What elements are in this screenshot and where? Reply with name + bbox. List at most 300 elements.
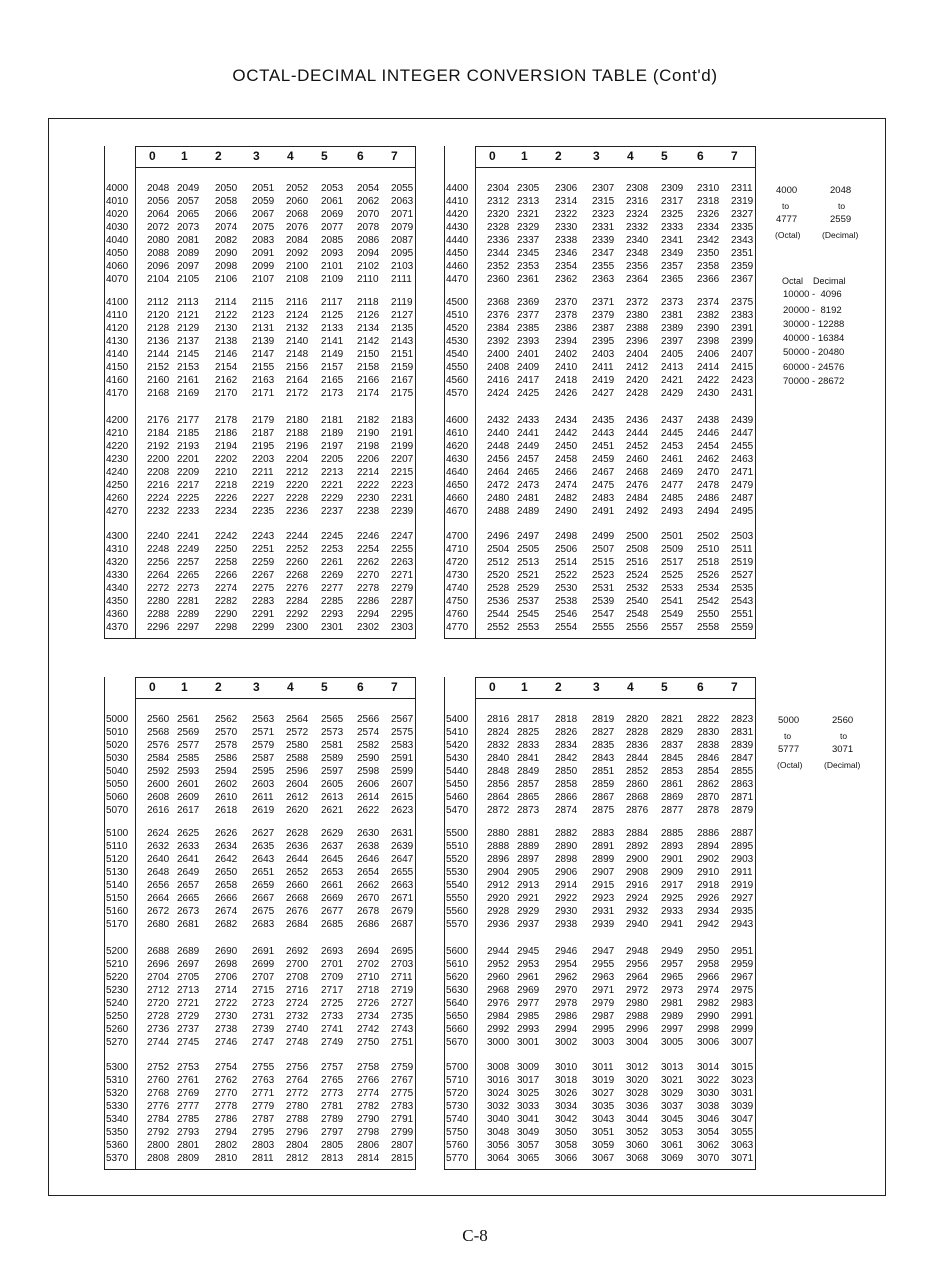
decimal-value-cell: 2550 xyxy=(697,609,720,620)
decimal-value-cell: 2592 xyxy=(147,766,170,777)
decimal-value-cell: 2435 xyxy=(592,415,615,426)
decimal-value-cell: 2571 xyxy=(252,727,275,738)
decimal-value-cell: 2250 xyxy=(215,544,238,555)
column-header-row xyxy=(475,677,755,699)
decimal-value-cell: 2404 xyxy=(626,349,649,360)
decimal-value-cell: 2553 xyxy=(517,622,540,633)
decimal-value-cell: 2091 xyxy=(252,248,275,259)
decimal-value-cell: 2739 xyxy=(252,1024,275,1035)
decimal-value-cell: 2696 xyxy=(147,959,170,970)
decimal-value-cell: 3035 xyxy=(592,1101,615,1112)
decimal-value-cell: 2228 xyxy=(286,493,309,504)
decimal-value-cell: 2929 xyxy=(517,906,540,917)
decimal-value-cell: 2782 xyxy=(357,1101,380,1112)
decimal-value-cell: 2443 xyxy=(592,428,615,439)
decimal-value-cell: 2588 xyxy=(286,753,309,764)
decimal-value-cell: 2127 xyxy=(391,310,414,321)
decimal-value-cell: 2482 xyxy=(555,493,578,504)
decimal-value-cell: 2939 xyxy=(592,919,615,930)
column-header: 6 xyxy=(697,149,704,163)
decimal-value-cell: 3047 xyxy=(731,1114,754,1125)
decimal-value-cell: 3007 xyxy=(731,1037,754,1048)
decimal-value-cell: 2355 xyxy=(592,261,615,272)
decimal-value-cell: 3029 xyxy=(661,1088,684,1099)
octal-row-label: 5630 xyxy=(446,985,469,996)
decimal-value-cell: 2131 xyxy=(252,323,275,334)
decimal-value-cell: 2984 xyxy=(487,1011,510,1022)
decimal-value-cell: 2367 xyxy=(731,274,754,285)
decimal-value-cell: 2175 xyxy=(391,388,414,399)
decimal-value-cell: 2556 xyxy=(626,622,649,633)
decimal-value-cell: 2808 xyxy=(147,1153,170,1164)
decimal-value-cell: 2231 xyxy=(391,493,414,504)
decimal-value-cell: 2073 xyxy=(177,222,200,233)
decimal-value-cell: 2664 xyxy=(147,893,170,904)
decimal-value-cell: 2633 xyxy=(177,841,200,852)
decimal-value-cell: 2479 xyxy=(731,480,754,491)
decimal-value-cell: 2297 xyxy=(177,622,200,633)
octal-row-label: 4630 xyxy=(446,454,469,465)
decimal-value-cell: 2597 xyxy=(321,766,344,777)
decimal-value-cell: 2413 xyxy=(661,362,684,373)
decimal-value-cell: 2755 xyxy=(252,1062,275,1073)
decimal-value-cell: 2828 xyxy=(626,727,649,738)
decimal-value-cell: 2050 xyxy=(215,183,238,194)
octal-row-label: 5540 xyxy=(446,880,469,891)
decimal-value-cell: 2081 xyxy=(177,235,200,246)
decimal-value-cell: 2089 xyxy=(177,248,200,259)
decimal-value-cell: 2663 xyxy=(391,880,414,891)
decimal-value-cell: 2628 xyxy=(286,828,309,839)
octal-row-label: 5760 xyxy=(446,1140,469,1151)
decimal-value-cell: 2104 xyxy=(147,274,170,285)
decimal-value-cell: 2431 xyxy=(731,388,754,399)
decimal-value-cell: 2785 xyxy=(177,1114,200,1125)
decimal-value-cell: 2185 xyxy=(177,428,200,439)
decimal-value-cell: 2752 xyxy=(147,1062,170,1073)
column-header: 3 xyxy=(253,680,260,694)
decimal-value-cell: 2643 xyxy=(252,854,275,865)
decimal-value-cell: 2771 xyxy=(252,1088,275,1099)
decimal-value-cell: 3040 xyxy=(487,1114,510,1125)
decimal-value-cell: 2957 xyxy=(661,959,684,970)
decimal-value-cell: 3000 xyxy=(487,1037,510,1048)
decimal-value-cell: 2068 xyxy=(286,209,309,220)
decimal-value-cell: 2887 xyxy=(731,828,754,839)
range-from-octal: 4000 xyxy=(776,185,798,196)
decimal-value-cell: 2616 xyxy=(147,805,170,816)
decimal-value-cell: 2406 xyxy=(697,349,720,360)
octal-column-divider xyxy=(475,168,476,639)
decimal-value-cell: 2344 xyxy=(487,248,510,259)
decimal-value-cell: 2657 xyxy=(177,880,200,891)
decimal-value-cell: 2732 xyxy=(286,1011,309,1022)
decimal-value-cell: 2551 xyxy=(731,609,754,620)
decimal-value-cell: 2905 xyxy=(517,867,540,878)
octal-row-label: 4000 xyxy=(106,183,129,194)
decimal-value-cell: 2847 xyxy=(731,753,754,764)
column-header: 1 xyxy=(181,680,188,694)
decimal-value-cell: 2375 xyxy=(731,297,754,308)
decimal-value-cell: 2211 xyxy=(252,467,274,478)
decimal-value-cell: 3030 xyxy=(697,1088,720,1099)
decimal-value-cell: 2821 xyxy=(661,714,684,725)
decimal-value-cell: 2312 xyxy=(487,196,510,207)
decimal-value-cell: 2287 xyxy=(391,596,414,607)
decimal-value-cell: 2961 xyxy=(517,972,540,983)
decimal-value-cell: 2937 xyxy=(517,919,540,930)
decimal-value-cell: 2202 xyxy=(215,454,238,465)
octal-row-label: 4310 xyxy=(106,544,129,555)
decimal-value-cell: 2804 xyxy=(286,1140,309,1151)
conversion-table-block xyxy=(104,146,416,639)
decimal-value-cell: 2629 xyxy=(321,828,344,839)
decimal-value-cell: 2366 xyxy=(697,274,720,285)
decimal-value-cell: 2614 xyxy=(357,792,380,803)
decimal-value-cell: 2699 xyxy=(252,959,275,970)
decimal-value-cell: 2309 xyxy=(661,183,684,194)
decimal-value-cell: 2705 xyxy=(177,972,200,983)
decimal-value-cell: 2899 xyxy=(592,854,615,865)
decimal-value-cell: 2137 xyxy=(177,336,200,347)
decimal-value-cell: 2307 xyxy=(592,183,615,194)
decimal-value-cell: 2203 xyxy=(252,454,275,465)
decimal-value-cell: 2303 xyxy=(391,622,414,633)
decimal-value-cell: 2150 xyxy=(357,349,380,360)
decimal-value-cell: 2062 xyxy=(357,196,380,207)
decimal-value-cell: 2148 xyxy=(286,349,309,360)
decimal-value-cell: 2896 xyxy=(487,854,510,865)
decimal-value-cell: 2292 xyxy=(286,609,309,620)
decimal-value-cell: 2766 xyxy=(357,1075,380,1086)
decimal-value-cell: 2969 xyxy=(517,985,540,996)
decimal-value-cell: 2382 xyxy=(697,310,720,321)
decimal-value-cell: 2691 xyxy=(252,946,275,957)
decimal-value-cell: 2219 xyxy=(252,480,275,491)
decimal-value-cell: 2533 xyxy=(661,583,684,594)
decimal-value-cell: 2882 xyxy=(555,828,578,839)
decimal-value-cell: 2107 xyxy=(252,274,275,285)
octal-row-label: 4250 xyxy=(106,480,129,491)
decimal-value-cell: 2740 xyxy=(286,1024,309,1035)
decimal-value-cell: 2806 xyxy=(357,1140,380,1151)
decimal-value-cell: 2922 xyxy=(555,893,578,904)
decimal-value-cell: 2749 xyxy=(321,1037,344,1048)
decimal-value-cell: 2604 xyxy=(286,779,309,790)
decimal-value-cell: 2713 xyxy=(177,985,200,996)
decimal-value-cell: 2590 xyxy=(357,753,380,764)
octal-row-label: 5740 xyxy=(446,1114,469,1125)
decimal-value-cell: 2059 xyxy=(252,196,275,207)
decimal-value-cell: 2132 xyxy=(286,323,309,334)
decimal-value-cell: 3012 xyxy=(626,1062,649,1073)
decimal-value-cell: 2757 xyxy=(321,1062,344,1073)
decimal-value-cell: 2454 xyxy=(697,441,720,452)
decimal-value-cell: 2720 xyxy=(147,998,170,1009)
octal-row-label: 5610 xyxy=(446,959,469,970)
octal-row-label: 5410 xyxy=(446,727,469,738)
decimal-value-cell: 2208 xyxy=(147,467,170,478)
decimal-value-cell: 2547 xyxy=(592,609,615,620)
decimal-value-cell: 2702 xyxy=(357,959,380,970)
decimal-value-cell: 2891 xyxy=(592,841,615,852)
decimal-value-cell: 2910 xyxy=(697,867,720,878)
octal-row-label: 4300 xyxy=(106,531,129,542)
decimal-value-cell: 2809 xyxy=(177,1153,200,1164)
decimal-value-cell: 2284 xyxy=(286,596,309,607)
equivalent-row: 30000 - 12288 xyxy=(783,319,845,330)
decimal-value-cell: 2565 xyxy=(321,714,344,725)
decimal-value-cell: 2247 xyxy=(391,531,414,542)
octal-row-label: 5710 xyxy=(446,1075,469,1086)
decimal-value-cell: 2090 xyxy=(215,248,238,259)
decimal-value-cell: 2542 xyxy=(697,596,720,607)
decimal-value-cell: 2449 xyxy=(517,441,540,452)
octal-row-label: 5460 xyxy=(446,792,469,803)
decimal-value-cell: 2170 xyxy=(215,388,238,399)
decimal-value-cell: 2845 xyxy=(661,753,684,764)
decimal-value-cell: 2429 xyxy=(661,388,684,399)
octal-row-label: 5250 xyxy=(106,1011,129,1022)
decimal-value-cell: 2191 xyxy=(391,428,414,439)
equivalent-row: 60000 - 24576 xyxy=(783,362,845,373)
decimal-value-cell: 2265 xyxy=(177,570,200,581)
decimal-value-cell: 3055 xyxy=(731,1127,754,1138)
decimal-value-cell: 2402 xyxy=(555,349,578,360)
decimal-value-cell: 2425 xyxy=(517,388,540,399)
decimal-value-cell: 2935 xyxy=(731,906,754,917)
octal-column-divider xyxy=(135,168,136,639)
decimal-value-cell: 2124 xyxy=(286,310,309,321)
octal-row-label: 4430 xyxy=(446,222,469,233)
decimal-value-cell: 2474 xyxy=(555,480,578,491)
decimal-value-cell: 2852 xyxy=(626,766,649,777)
decimal-value-cell: 2880 xyxy=(487,828,510,839)
decimal-value-cell: 2927 xyxy=(731,893,754,904)
octal-row-label: 4600 xyxy=(446,415,469,426)
decimal-value-cell: 2886 xyxy=(697,828,720,839)
decimal-value-cell: 3038 xyxy=(697,1101,720,1112)
decimal-value-cell: 2539 xyxy=(592,596,615,607)
page-title: OCTAL-DECIMAL INTEGER CONVERSION TABLE (Cont'd) xyxy=(232,66,718,85)
decimal-value-cell: 3010 xyxy=(555,1062,578,1073)
decimal-value-cell: 2743 xyxy=(391,1024,414,1035)
decimal-value-cell: 2378 xyxy=(555,310,578,321)
decimal-value-cell: 2601 xyxy=(177,779,200,790)
decimal-value-cell: 2176 xyxy=(147,415,170,426)
decimal-value-cell: 2753 xyxy=(177,1062,200,1073)
decimal-value-cell: 2524 xyxy=(626,570,649,581)
decimal-value-cell: 2335 xyxy=(731,222,754,233)
decimal-value-cell: 2360 xyxy=(487,274,510,285)
decimal-value-cell: 2750 xyxy=(357,1037,380,1048)
decimal-value-cell: 2578 xyxy=(215,740,238,751)
decimal-value-cell: 2510 xyxy=(697,544,720,555)
decimal-value-cell: 2324 xyxy=(626,209,649,220)
decimal-value-cell: 2931 xyxy=(592,906,615,917)
octal-label: (Octal) xyxy=(777,760,803,770)
column-header: 1 xyxy=(181,149,188,163)
decimal-value-cell: 3053 xyxy=(661,1127,684,1138)
decimal-value-cell: 2875 xyxy=(592,805,615,816)
decimal-value-cell: 2506 xyxy=(555,544,578,555)
decimal-value-cell: 2082 xyxy=(215,235,238,246)
decimal-value-cell: 2183 xyxy=(391,415,414,426)
column-header: 5 xyxy=(661,680,668,694)
decimal-value-cell: 2635 xyxy=(252,841,275,852)
octal-row-label: 5020 xyxy=(106,740,129,751)
decimal-value-cell: 2762 xyxy=(215,1075,238,1086)
decimal-value-cell: 3025 xyxy=(517,1088,540,1099)
decimal-value-cell: 2924 xyxy=(626,893,649,904)
decimal-value-cell: 2624 xyxy=(147,828,170,839)
column-header: 6 xyxy=(697,680,704,694)
octal-row-label: 5170 xyxy=(106,919,129,930)
octal-row-label: 5500 xyxy=(446,828,469,839)
decimal-value-cell: 2581 xyxy=(321,740,344,751)
decimal-value-cell: 2640 xyxy=(147,854,170,865)
decimal-value-cell: 2079 xyxy=(391,222,414,233)
decimal-value-cell: 2726 xyxy=(357,998,380,1009)
decimal-value-cell: 2224 xyxy=(147,493,170,504)
decimal-value-cell: 2487 xyxy=(731,493,754,504)
decimal-value-cell: 2638 xyxy=(357,841,380,852)
decimal-value-cell: 2501 xyxy=(661,531,684,542)
octal-row-label: 4240 xyxy=(106,467,129,478)
decimal-value-cell: 2805 xyxy=(321,1140,344,1151)
decimal-value-cell: 2486 xyxy=(697,493,720,504)
decimal-value-cell: 2186 xyxy=(215,428,238,439)
decimal-value-cell: 2564 xyxy=(286,714,309,725)
decimal-value-cell: 2747 xyxy=(252,1037,275,1048)
decimal-value-cell: 2704 xyxy=(147,972,170,983)
decimal-value-cell: 2391 xyxy=(731,323,754,334)
decimal-value-cell: 2717 xyxy=(321,985,344,996)
decimal-value-cell: 2419 xyxy=(592,375,615,386)
decimal-value-cell: 2632 xyxy=(147,841,170,852)
decimal-value-cell: 2093 xyxy=(321,248,344,259)
decimal-value-cell: 2305 xyxy=(517,183,540,194)
decimal-value-cell: 2428 xyxy=(626,388,649,399)
decimal-value-cell: 2960 xyxy=(487,972,510,983)
decimal-value-cell: 2154 xyxy=(215,362,238,373)
decimal-value-cell: 2692 xyxy=(286,946,309,957)
decimal-value-cell: 2790 xyxy=(357,1114,380,1125)
decimal-value-cell: 2914 xyxy=(555,880,578,891)
decimal-value-cell: 3020 xyxy=(626,1075,649,1086)
octal-row-label: 5750 xyxy=(446,1127,469,1138)
decimal-value-cell: 2572 xyxy=(286,727,309,738)
decimal-value-cell: 2611 xyxy=(252,792,274,803)
decimal-value-cell: 2392 xyxy=(487,336,510,347)
decimal-value-cell: 2838 xyxy=(697,740,720,751)
decimal-value-cell: 2667 xyxy=(252,893,275,904)
decimal-value-cell: 3018 xyxy=(555,1075,578,1086)
decimal-value-cell: 2065 xyxy=(177,209,200,220)
decimal-value-cell: 2662 xyxy=(357,880,380,891)
decimal-value-cell: 2621 xyxy=(321,805,344,816)
decimal-value-cell: 2426 xyxy=(555,388,578,399)
octal-row-label: 5320 xyxy=(106,1088,129,1099)
decimal-value-cell: 2563 xyxy=(252,714,275,725)
decimal-value-cell: 3069 xyxy=(661,1153,684,1164)
decimal-value-cell: 2795 xyxy=(252,1127,275,1138)
decimal-value-cell: 3006 xyxy=(697,1037,720,1048)
decimal-value-cell: 2316 xyxy=(626,196,649,207)
decimal-value-cell: 2718 xyxy=(357,985,380,996)
decimal-value-cell: 2333 xyxy=(661,222,684,233)
octal-row-label: 4110 xyxy=(106,310,128,321)
decimal-value-cell: 2112 xyxy=(147,297,169,308)
octal-row-label: 4270 xyxy=(106,506,129,517)
decimal-value-cell: 2396 xyxy=(626,336,649,347)
decimal-value-cell: 2617 xyxy=(177,805,200,816)
decimal-value-cell: 2854 xyxy=(697,766,720,777)
decimal-value-cell: 2246 xyxy=(357,531,380,542)
decimal-value-cell: 2765 xyxy=(321,1075,344,1086)
decimal-value-cell: 2152 xyxy=(147,362,170,373)
decimal-value-cell: 2959 xyxy=(731,959,754,970)
decimal-value-cell: 2074 xyxy=(215,222,238,233)
decimal-value-cell: 3058 xyxy=(555,1140,578,1151)
octal-row-label: 5120 xyxy=(106,854,129,865)
decimal-value-cell: 2796 xyxy=(286,1127,309,1138)
decimal-value-cell: 2844 xyxy=(626,753,649,764)
decimal-value-cell: 2911 xyxy=(731,867,753,878)
decimal-value-cell: 2499 xyxy=(592,531,615,542)
decimal-value-cell: 2427 xyxy=(592,388,615,399)
decimal-value-cell: 2337 xyxy=(517,235,540,246)
decimal-value-cell: 2365 xyxy=(661,274,684,285)
decimal-value-cell: 2061 xyxy=(321,196,344,207)
octal-row-label: 4360 xyxy=(106,609,129,620)
decimal-value-cell: 2459 xyxy=(592,454,615,465)
decimal-value-cell: 2273 xyxy=(177,583,200,594)
column-header: 2 xyxy=(555,149,562,163)
octal-row-label: 4370 xyxy=(106,622,129,633)
decimal-value-cell: 2225 xyxy=(177,493,200,504)
decimal-value-cell: 2909 xyxy=(661,867,684,878)
decimal-value-cell: 2626 xyxy=(215,828,238,839)
decimal-value-cell: 2513 xyxy=(517,557,540,568)
column-header: 4 xyxy=(287,149,294,163)
decimal-value-cell: 2414 xyxy=(697,362,720,373)
octal-row-label: 5440 xyxy=(446,766,469,777)
octal-row-label: 4320 xyxy=(106,557,129,568)
octal-row-label: 4450 xyxy=(446,248,469,259)
decimal-value-cell: 2672 xyxy=(147,906,170,917)
decimal-value-cell: 2721 xyxy=(177,998,200,1009)
decimal-value-cell: 2445 xyxy=(661,428,684,439)
column-header: 5 xyxy=(321,149,328,163)
decimal-value-cell: 2264 xyxy=(147,570,170,581)
decimal-value-cell: 2725 xyxy=(321,998,344,1009)
decimal-value-cell: 2770 xyxy=(215,1088,238,1099)
decimal-value-cell: 3050 xyxy=(555,1127,578,1138)
decimal-value-cell: 2915 xyxy=(592,880,615,891)
octal-row-label: 5450 xyxy=(446,779,469,790)
decimal-value-cell: 2856 xyxy=(487,779,510,790)
decimal-value-cell: 2801 xyxy=(177,1140,200,1151)
equivalent-row: 10000 - 4096 xyxy=(783,289,842,300)
decimal-value-cell: 2608 xyxy=(147,792,170,803)
decimal-value-cell: 2992 xyxy=(487,1024,510,1035)
decimal-value-cell: 2485 xyxy=(661,493,684,504)
decimal-value-cell: 2737 xyxy=(177,1024,200,1035)
decimal-value-cell: 2376 xyxy=(487,310,510,321)
decimal-value-cell: 2070 xyxy=(357,209,380,220)
decimal-value-cell: 2194 xyxy=(215,441,238,452)
